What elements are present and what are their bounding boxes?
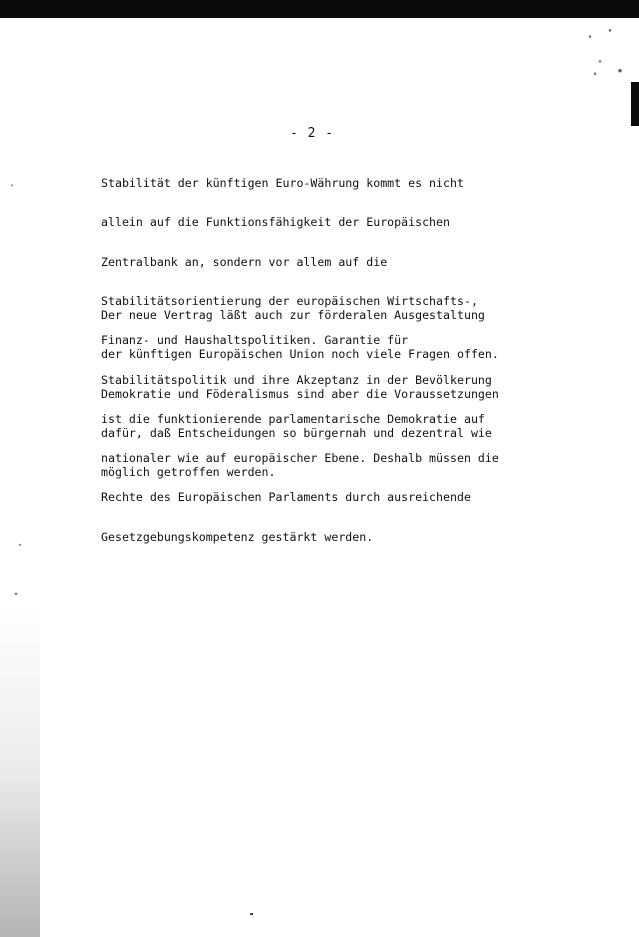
scan-left-edge-noise: [0, 120, 40, 937]
text-line: dafür, daß Entscheidungen so bürgernah und dezentral wie: [101, 426, 492, 441]
text-line: Zentralbank an, sondern vor allem auf die: [101, 254, 388, 269]
text-line: Gesetzgebungskompetenz gestärkt werden.: [101, 529, 374, 544]
text-line: Rechte des Europäischen Parlaments durch ausreichende: [101, 490, 471, 505]
text-line: Der neue Vertrag läßt auch zur förderalen Ausgestaltung: [101, 308, 485, 323]
text-line: ist die funktionierende parlamentarische Demokratie auf: [101, 411, 485, 426]
text-line: der künftigen Europäischen Union noch viele Fragen offen.: [101, 347, 499, 362]
text-line: Demokratie und Föderalismus sind aber die Voraussetzungen: [101, 386, 499, 401]
text-line: allein auf die Funktionsfähigkeit der Europäischen: [101, 215, 451, 230]
text-line: möglich getroffen werden.: [101, 465, 276, 480]
paragraph-2: [101, 283, 521, 493]
text-line: Stabilitätsorientierung der europäischen Wirtschafts-,: [101, 294, 478, 309]
text-line: Finanz- und Haushaltspolitiken. Garantie für: [101, 333, 409, 348]
text-line: Stabilität der künftigen Euro-Währung kommt es nicht: [101, 176, 464, 191]
scan-right-edge-mark: [631, 82, 639, 126]
scan-speckle-artifact: [580, 18, 630, 80]
scan-dot-artifact: [250, 913, 253, 915]
scan-top-border: [0, 0, 639, 18]
text-line: nationaler wie auf europäischer Ebene. Deshalb müssen die: [101, 451, 499, 466]
page-number: - 2 -: [290, 126, 335, 141]
text-line: Stabilitätspolitik und ihre Akzeptanz in der Bevölkerung: [101, 372, 492, 387]
